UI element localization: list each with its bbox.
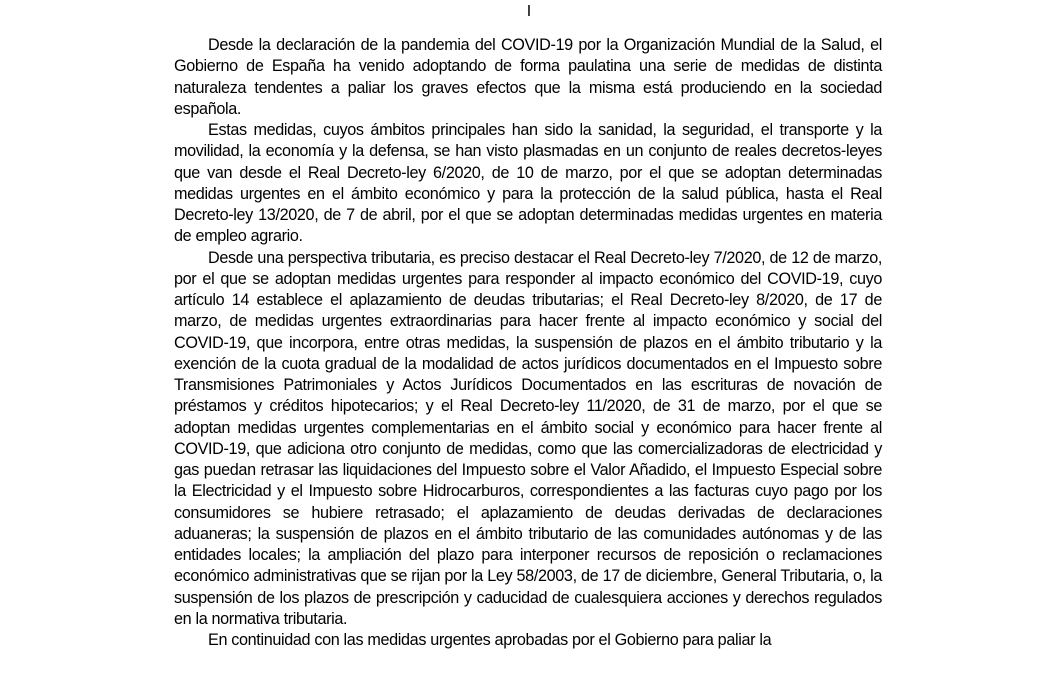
paragraph-1: Desde la declaración de la pandemia del COVID-19 por la Organización Mundial de la Salud, el Gobierno de España ha venido adoptando de forma paulatina una serie de medidas de distinta naturaleza tendentes a paliar los graves efectos que la misma está produciendo en la sociedad española. <box>174 36 882 118</box>
document-body <box>174 35 882 651</box>
paragraph-3: Desde una perspectiva tributaria, es preciso destacar el Real Decreto-ley 7/2020, de 12 de marzo, por el que se adoptan medidas urgentes para responder al impacto económico del COVID-19, cuyo artículo 14 establece el aplazamiento de deudas tributarias; el Real Decreto-ley 8/2020, de 17 de marzo, de medidas urgentes extraordinarias para hacer frente al impacto económico y social del COVID-19, que incorpora, entre otras medidas, la suspensión de plazos en el ámbito tributario y la exención de la cuota gradual de la modalidad de actos jurídicos documentados en el Impuesto sobre Transmisiones Patrimoniales y Actos Jurídicos Documentados en las escrituras de novación de préstamos y créditos hipotecarios; y el Real Decreto-ley 11/2020, de 31 de marzo, por el que se adoptan medidas urgentes complementarias en el ámbito social y económico para hacer frente al COVID-19, que adiciona otro conjunto de medidas, como que las comercializadoras de electricidad y gas puedan retrasar las liquidaciones del Impuesto sobre el Valor Añadido, el Impuesto Especial sobre la Electricidad y el Impuesto sobre Hidrocarburos, correspondientes a las facturas cuyo pago por los consumidores se hubiere retrasado; el aplazamiento de deudas derivadas de declaraciones aduaneras; la suspensión de plazos en el ámbito tributario de las comunidades autónomas y de las entidades locales; la ampliación del plazo para interponer recursos de reposición o reclamaciones económico administrativas que se rijan por la Ley 58/2003, de 17 de diciembre, General Tributaria, o, la suspensión de los plazos de prescripción y caducidad de cualesquiera acciones y derechos regulados en la normativa tributaria. <box>174 248 882 628</box>
paragraph-4: En continuidad con las medidas urgentes aprobadas por el Gobierno para paliar la <box>208 631 772 649</box>
section-number: I <box>526 3 532 20</box>
paragraph-2: Estas medidas, cuyos ámbitos principales han sido la sanidad, la seguridad, el transporte y la movilidad, la economía y la defensa, se han visto plasmadas en un conjunto de reales decretos-leyes que van desde el Real Decreto-ley 6/2020, de 10 de marzo, por el que se adoptan determinadas medidas urgentes en el ámbito económico y para la protección de la salud pública, hasta el Real Decreto-ley 13/2020, de 7 de abril, por el que se adoptan determinadas medidas urgentes en materia de empleo agrario. <box>174 121 882 246</box>
